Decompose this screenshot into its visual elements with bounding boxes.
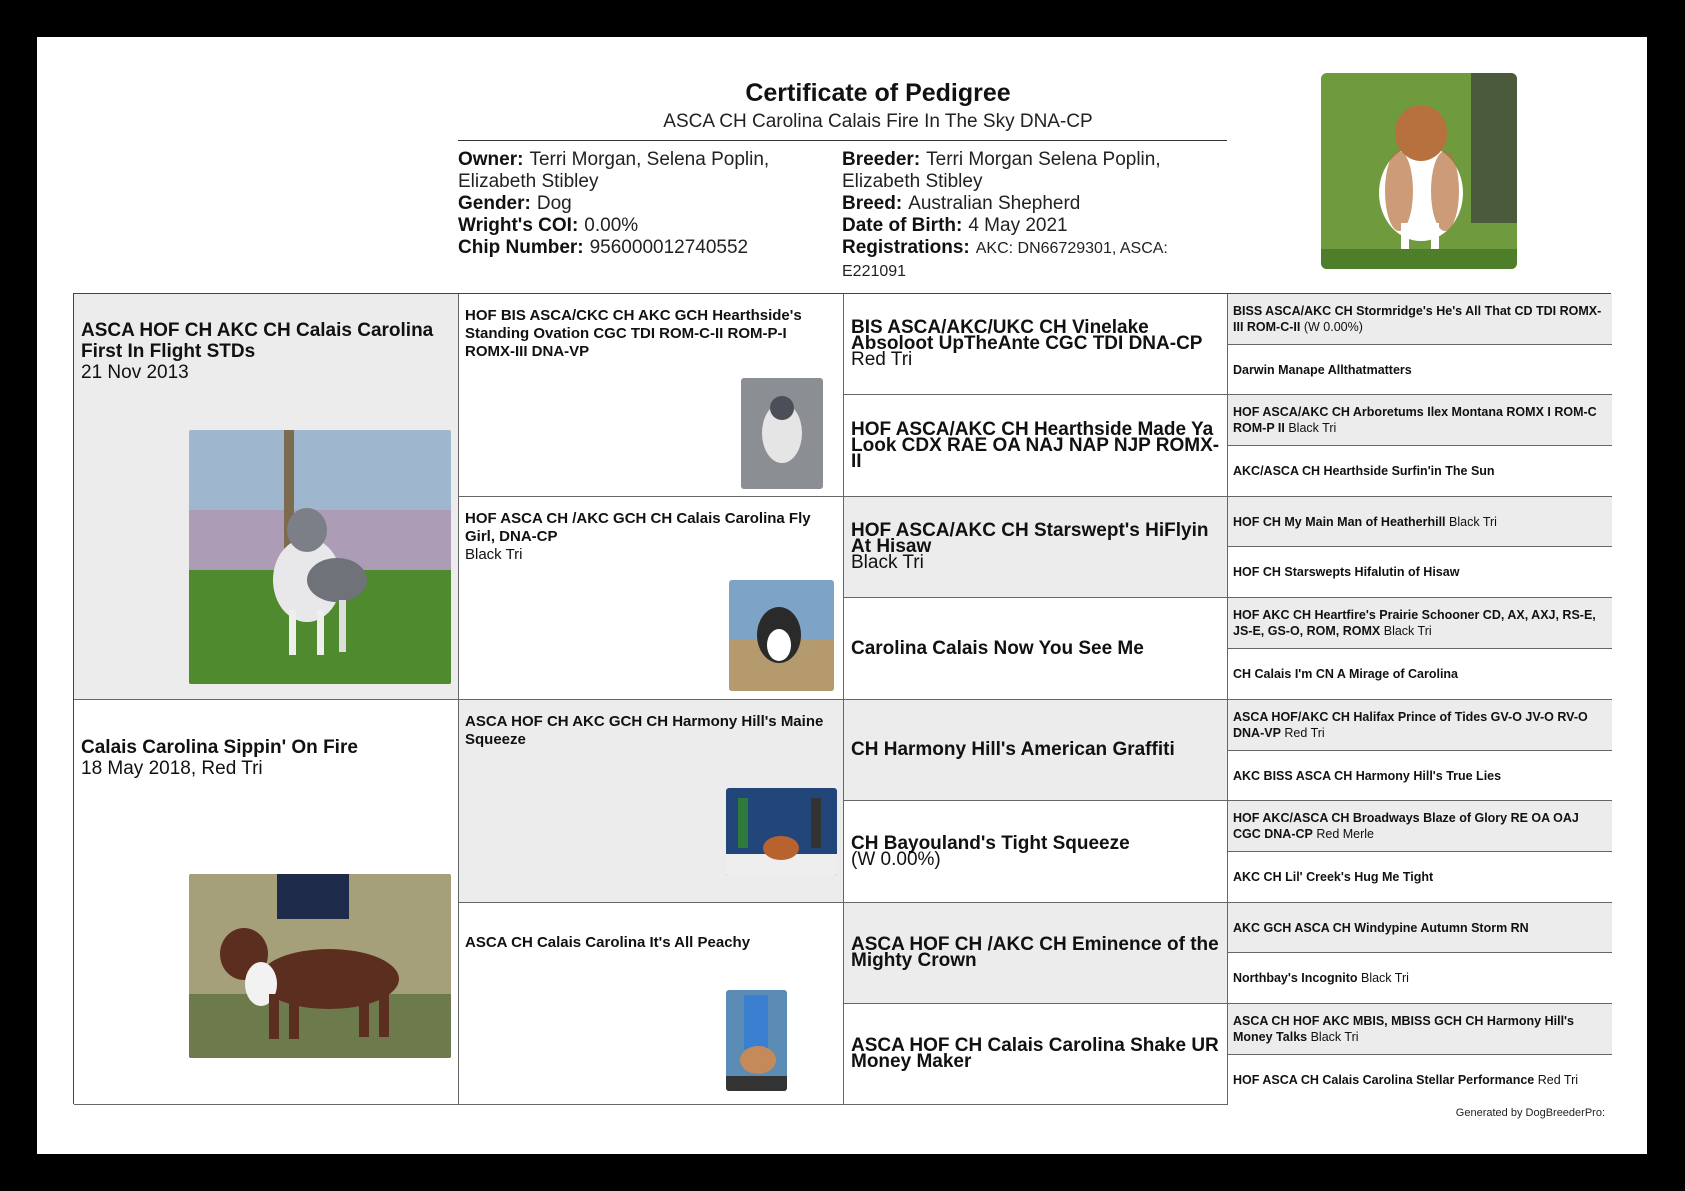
gen4-name-6: HOF CH Starswepts Hifalutin of Hisaw	[1233, 565, 1460, 579]
gen3-name-3: HOF ASCA/AKC CH Starswept's HiFlyin At Hisaw	[851, 520, 1209, 557]
gen4-detail-16: Red Tri	[1537, 1073, 1579, 1087]
gen3-name-7: ASCA HOF CH /AKC CH Eminence of the Mighty Crown	[851, 934, 1219, 971]
gen3-cell-3	[844, 497, 1228, 598]
gen4-name-1: BISS ASCA/AKC CH Stormridge's He's All That CD TDI ROMX-III ROM-C-II	[1233, 304, 1602, 334]
gen4-name-7: HOF AKC CH Heartfire's Prairie Schooner CD, AX, AXJ, RS-E, JS-E, GS-O, ROM, ROMX	[1233, 608, 1596, 638]
gen4-cell-11	[1228, 801, 1612, 852]
header-divider	[458, 140, 1227, 141]
gen4-name-11: HOF AKC/ASCA CH Broadways Blaze of Glory RE OA OAJ CGC DNA-CP	[1233, 811, 1579, 841]
chip-value: 956000012740552	[589, 237, 749, 258]
gender-value: Dog	[536, 193, 572, 214]
generated-by-footer: Generated by DogBreederPro:	[1455, 1107, 1605, 1119]
gen4-cell-16	[1228, 1055, 1612, 1105]
gen4-detail-3: Black Tri	[1288, 421, 1337, 435]
gen4-cell-4	[1228, 446, 1612, 497]
sire-name: ASCA HOF CH AKC CH Calais Carolina First In Flight STDs	[81, 320, 434, 362]
gen2-photo-1	[741, 378, 823, 489]
coi-value: 0.00%	[584, 215, 639, 236]
gen4-name-10: AKC BISS ASCA CH Harmony Hill's True Lies	[1233, 768, 1502, 783]
gen4-name-9: ASCA HOF/AKC CH Halifax Prince of Tides GV-O JV-O RV-O DNA-VP	[1233, 710, 1588, 740]
gen3-cell-2	[844, 395, 1228, 497]
gen3-name-5: CH Harmony Hill's American Graffiti	[851, 739, 1175, 760]
gen3-name-4: Carolina Calais Now You See Me	[851, 637, 1144, 659]
gen4-name-15: ASCA CH HOF AKC MBIS, MBISS GCH CH Harmony Hill's Money Talks	[1233, 1014, 1574, 1044]
gender-row	[458, 193, 798, 215]
owner-value: Terri Morgan, Selena Poplin, Elizabeth Stibley	[458, 149, 770, 192]
sire-photo	[189, 430, 451, 684]
gen2-cell-4	[459, 903, 844, 1105]
gen2-photo-4	[726, 990, 787, 1091]
gen3-cell-7	[844, 903, 1228, 1004]
gen3-name-8: ASCA HOF CH Calais Carolina Shake UR Money Maker	[851, 1035, 1219, 1072]
gen3-name-6: CH Bayouland's Tight Squeeze	[851, 832, 1130, 854]
gen3-name-1: BIS ASCA/AKC/UKC CH Vinelake Absoloot UpTheAnte CGC TDI DNA-CP	[851, 317, 1203, 354]
gen4-cell-14	[1228, 953, 1612, 1004]
gen4-name-3: HOF ASCA/AKC CH Arboretums Ilex Montana ROMX I ROM-C ROM-P II	[1233, 405, 1597, 435]
gen2-name-4: ASCA CH Calais Carolina It's All Peachy	[465, 934, 751, 951]
gen2-photo-3	[726, 788, 837, 876]
gen3-cell-8	[844, 1004, 1228, 1105]
registrations-row	[842, 237, 1202, 283]
breeder-value: Terri Morgan Selena Poplin, Elizabeth Stibley	[842, 149, 1161, 192]
gen2-photo-2	[729, 580, 834, 691]
sire-detail: 21 Nov 2013	[81, 362, 189, 383]
breeder-label: Breeder:	[842, 149, 921, 170]
gen3-cell-1	[844, 294, 1228, 395]
dam-cell	[74, 700, 459, 1105]
dam-detail: 18 May 2018, Red Tri	[81, 758, 263, 779]
gen4-name-14: Northbay's Incognito	[1233, 971, 1358, 985]
owner-row	[458, 149, 798, 193]
breed-row	[842, 193, 1202, 215]
main-dog-photo	[1321, 73, 1517, 269]
gen4-name-13: AKC GCH ASCA CH Windypine Autumn Storm RN	[1233, 920, 1529, 935]
gen4-cell-2	[1228, 345, 1612, 395]
gen4-cell-15	[1228, 1004, 1612, 1055]
owner-info-block	[458, 149, 798, 259]
gen2-cell-2	[459, 497, 844, 700]
gen4-cell-3	[1228, 395, 1612, 446]
gen4-name-5: HOF CH My Main Man of Heatherhill	[1233, 514, 1446, 529]
gen2-cell-3	[459, 700, 844, 903]
dam-name: Calais Carolina Sippin' On Fire	[81, 737, 358, 758]
registrations-label: Registrations:	[842, 237, 970, 258]
gen4-cell-9	[1228, 700, 1612, 751]
gen3-name-2: HOF ASCA/AKC CH Hearthside Made Ya Look CDX RAE OA NAJ NAP NJP ROMX-II	[851, 418, 1220, 472]
gen4-cell-5	[1228, 497, 1612, 547]
gender-label: Gender:	[458, 193, 531, 214]
gen4-detail-11: Red Merle	[1316, 827, 1375, 841]
gen4-detail-7: Black Tri	[1383, 624, 1432, 638]
breeder-row	[842, 149, 1202, 193]
dog-registered-name: ASCA CH Carolina Calais Fire In The Sky DNA-CP	[663, 111, 1093, 132]
gen4-name-4: AKC/ASCA CH Hearthside Surfin'in The Sun	[1233, 464, 1495, 478]
breed-value: Australian Shepherd	[908, 193, 1081, 214]
gen4-cell-8	[1228, 649, 1612, 700]
gen4-cell-10	[1228, 751, 1612, 801]
dam-photo	[189, 874, 451, 1058]
chip-label: Chip Number:	[458, 237, 584, 258]
certificate-page	[37, 37, 1647, 1154]
gen3-cell-5	[844, 700, 1228, 801]
gen3-cell-6	[844, 801, 1228, 903]
gen4-name-8: CH Calais I'm CN A Mirage of Carolina	[1233, 667, 1459, 681]
breed-label: Breed:	[842, 193, 903, 214]
pedigree-table	[73, 293, 1611, 1104]
gen4-name-16: HOF ASCA CH Calais Carolina Stellar Performance	[1233, 1073, 1535, 1087]
gen3-detail-1: Red Tri	[851, 349, 913, 370]
gen4-cell-1	[1228, 294, 1612, 345]
gen2-name-3: ASCA HOF CH AKC GCH CH Harmony Hill's Maine Squeeze	[465, 713, 824, 748]
certificate-title: Certificate of Pedigree	[745, 79, 1011, 107]
chip-row	[458, 237, 798, 259]
gen2-name-1: HOF BIS ASCA/CKC CH AKC GCH Hearthside's Standing Ovation CGC TDI ROM-C-II ROM-P-I ROMX-III DNA-VP	[465, 307, 802, 360]
gen4-cell-13	[1228, 903, 1612, 953]
dob-row	[842, 215, 1202, 237]
gen4-detail-1: (W 0.00%)	[1303, 320, 1363, 334]
gen4-name-12: AKC CH Lil' Creek's Hug Me Tight	[1233, 870, 1434, 884]
gen4-detail-5: Black Tri	[1449, 514, 1497, 529]
registrations-value: AKC: DN66729301, ASCA: E221091	[842, 240, 1168, 280]
gen4-detail-14: Black Tri	[1360, 971, 1409, 985]
gen2-cell-1	[459, 294, 844, 497]
gen4-detail-9: Red Tri	[1284, 726, 1325, 740]
dob-label: Date of Birth:	[842, 215, 963, 236]
breeder-info-block	[842, 149, 1202, 283]
gen2-name-2: HOF ASCA CH /AKC GCH CH Calais Carolina Fly Girl, DNA-CP	[465, 510, 811, 545]
gen3-detail-6: (W 0.00%)	[851, 848, 941, 870]
gen4-detail-15: Black Tri	[1310, 1030, 1359, 1044]
gen2-detail-2: Black Tri	[465, 546, 523, 563]
gen3-detail-3: Black Tri	[851, 552, 924, 573]
gen3-cell-4	[844, 598, 1228, 700]
gen4-cell-7	[1228, 598, 1612, 649]
coi-row	[458, 215, 798, 237]
coi-label: Wright's COI:	[458, 215, 579, 236]
gen4-name-2: Darwin Manape Allthatmatters	[1233, 362, 1412, 377]
dob-value: 4 May 2021	[968, 215, 1068, 236]
gen4-cell-12	[1228, 852, 1612, 903]
sire-cell	[74, 294, 459, 700]
gen4-cell-6	[1228, 547, 1612, 598]
owner-label: Owner:	[458, 149, 524, 170]
